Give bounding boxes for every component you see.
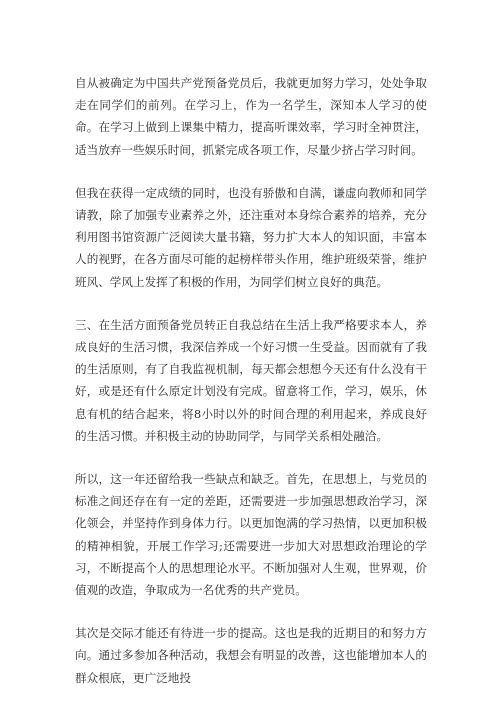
paragraph-1: 自从被确定为中国共产党预备党员后，我就更加努力学习，处处争取走在同学们的前列。在学习上，作为一名学生，深知本人学习的使命。在学习上做到上课集中精力，提高听课效率，学习时全神贯注，适当放弃一些娱乐时间，抓紧完成各项工作，尽量少挤占学习时间。 — [75, 76, 427, 157]
document-body — [75, 72, 427, 710]
paragraph-4: 所以，这一年还留给我一些缺点和缺乏。首先，在思想上，与党员的标准之间还存在有一定的差距，还需要进一步加强思想政治学习，深化领会，并坚持作到身体力行。以更加饱满的学习热情，以更加积极的精神相貌，开展工作学习;还需要进一步加大对思想政治理论的学习，不断提高个人的思想理论水平。不断加强对人生观，世界观，价值观的改造，争取成为一名优秀的共产党员。 — [75, 472, 427, 598]
paragraph-3: 三、在生活方面预备党员转正自我总结在生活上我严格要求本人，养成良好的生活习惯，我深信养成一个好习惯一生受益。因而就有了我的生活原则，有了自我监视机制，每天都会想想今天还有什么没有干好，或是还有什么原定计划没有完成。留意将工作，学习，娱乐，休息有机的结合起来，将8小时以外的时间合理的利用起来，养成良好的生活习惯。并积极主动的协助同学，与同学关系相处融洽。 — [75, 317, 427, 443]
paragraph-5: 其次是交际才能还有待进一步的提高。这也是我的近期目的和努力方向。通过多参加各种活动，我想会有明显的改善，这也能增加本人的群众根底，更广泛地投 — [75, 626, 427, 685]
paragraph-2: 但我在获得一定成绩的同时，也没有骄傲和自满，谦虚向教师和同学请教，除了加强专业素养之外，还注重对本身综合素养的培养，充分利用图书馆资源广泛阅读大量书籍，努力扩大本人的知识面，丰富本人的视野，在各方面尽可能的起榜样带头作用，维护班级荣誉，维护班风、学风上发挥了积极的作用，为同学们树立良好的典范。 — [75, 185, 427, 289]
